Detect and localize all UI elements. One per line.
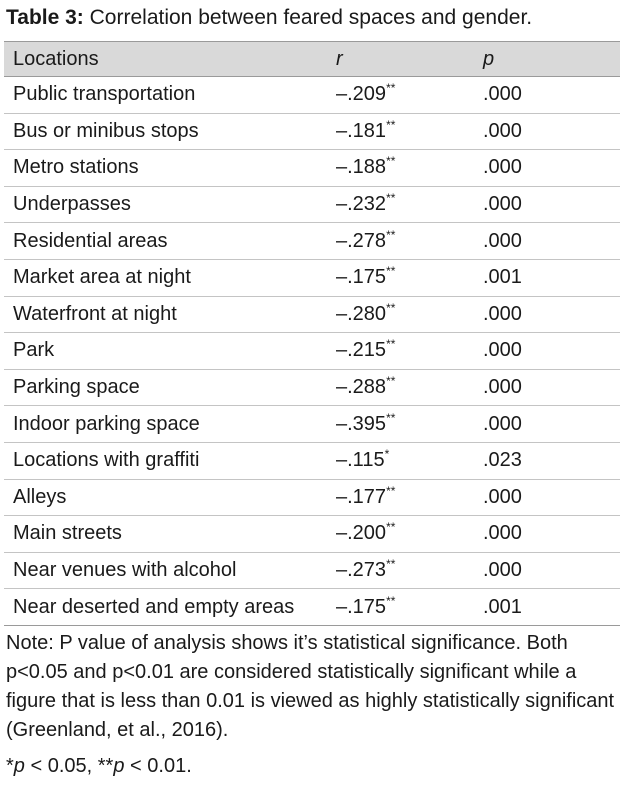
header-p: p bbox=[483, 47, 495, 70]
p-cell: .000 bbox=[483, 339, 522, 362]
r-cell bbox=[327, 296, 474, 333]
r-cell bbox=[327, 77, 474, 114]
location-cell: Underpasses bbox=[13, 193, 131, 216]
table-row bbox=[4, 77, 620, 114]
location-cell: Waterfront at night bbox=[13, 302, 177, 325]
table-row bbox=[4, 369, 620, 406]
r-value: –.232 bbox=[336, 193, 387, 216]
table-row bbox=[4, 552, 620, 589]
header-r: r bbox=[336, 47, 343, 70]
significance-marker: ** bbox=[386, 593, 396, 608]
table-row bbox=[4, 516, 620, 553]
r-value: –.200 bbox=[336, 522, 387, 545]
significance-marker: ** bbox=[386, 410, 396, 425]
footnote-star-double: ** bbox=[97, 755, 114, 777]
r-cell bbox=[327, 113, 474, 150]
r-cell bbox=[327, 479, 474, 516]
p-cell: .000 bbox=[483, 522, 522, 545]
r-value: –.115 bbox=[336, 449, 385, 472]
table-body bbox=[4, 77, 620, 626]
p-cell: .001 bbox=[483, 595, 522, 618]
location-cell: Metro stations bbox=[13, 156, 139, 179]
header-row bbox=[4, 42, 620, 77]
table-row bbox=[4, 259, 620, 296]
r-cell bbox=[327, 406, 474, 443]
significance-marker: ** bbox=[386, 227, 396, 242]
r-cell bbox=[327, 150, 474, 187]
significance-marker: ** bbox=[386, 191, 396, 206]
table-row bbox=[4, 589, 620, 626]
table-caption-label: Table 3: bbox=[6, 6, 84, 29]
p-cell: .000 bbox=[483, 376, 522, 399]
r-cell bbox=[327, 223, 474, 260]
footnote-threshold-001: < 0.01. bbox=[124, 755, 192, 777]
location-cell: Bus or minibus stops bbox=[13, 119, 199, 142]
p-cell: .000 bbox=[483, 156, 522, 179]
table-header bbox=[4, 42, 620, 77]
footnote-p-single: p bbox=[13, 755, 25, 777]
significance-marker: ** bbox=[386, 520, 396, 535]
table-row bbox=[4, 223, 620, 260]
significance-marker: ** bbox=[386, 374, 396, 389]
footnote-p-double: p bbox=[113, 755, 125, 777]
r-cell bbox=[327, 333, 474, 370]
location-cell: Parking space bbox=[13, 376, 140, 399]
r-value: –.280 bbox=[336, 302, 387, 325]
r-value: –.188 bbox=[336, 156, 387, 179]
r-cell bbox=[327, 186, 474, 223]
location-cell: Main streets bbox=[13, 522, 122, 545]
table-caption-text: Correlation between feared spaces and gender. bbox=[89, 6, 533, 29]
r-cell bbox=[327, 589, 474, 626]
p-cell: .000 bbox=[483, 302, 522, 325]
table-row bbox=[4, 333, 620, 370]
location-cell: Alleys bbox=[13, 485, 67, 508]
location-cell: Near deserted and empty areas bbox=[13, 595, 295, 618]
r-value: –.215 bbox=[336, 339, 387, 362]
r-value: –.288 bbox=[336, 376, 387, 399]
significance-marker: * bbox=[384, 447, 390, 462]
location-cell: Near venues with alcohol bbox=[13, 559, 237, 582]
significance-marker: ** bbox=[386, 154, 396, 169]
location-cell: Park bbox=[13, 339, 55, 362]
correlation-table bbox=[4, 41, 620, 626]
significance-marker: ** bbox=[386, 81, 396, 96]
p-cell: .023 bbox=[483, 449, 522, 472]
footnote-threshold-005: < 0.05, bbox=[24, 755, 98, 777]
r-cell bbox=[327, 442, 474, 479]
r-cell bbox=[327, 552, 474, 589]
table-row bbox=[4, 186, 620, 223]
r-cell bbox=[327, 369, 474, 406]
footnote-star-single: * bbox=[6, 755, 14, 777]
significance-marker: ** bbox=[386, 117, 396, 132]
p-cell: .000 bbox=[483, 229, 522, 252]
table-row bbox=[4, 406, 620, 443]
significance-marker: ** bbox=[386, 300, 396, 315]
r-value: –.181 bbox=[336, 119, 387, 142]
p-cell: .000 bbox=[483, 193, 522, 216]
table-caption bbox=[6, 4, 532, 32]
table-note: Note: P value of analysis shows it’s statistical significance. Both p<0.05 and p<0.01 are considered statistically significant while a figure that is less than 0.01 is viewed as highly statistically significant (Greenland, et al., 2016). bbox=[6, 632, 615, 741]
table-row bbox=[4, 150, 620, 187]
significance-footnote bbox=[6, 752, 192, 781]
table-row bbox=[4, 113, 620, 150]
r-cell bbox=[327, 259, 474, 296]
p-cell: .001 bbox=[483, 266, 522, 289]
p-cell: .000 bbox=[483, 83, 522, 106]
header-locations: Locations bbox=[13, 47, 99, 70]
r-value: –.273 bbox=[336, 559, 387, 582]
r-value: –.395 bbox=[336, 412, 387, 435]
table-row bbox=[4, 296, 620, 333]
table-row bbox=[4, 442, 620, 479]
table-row bbox=[4, 479, 620, 516]
significance-marker: ** bbox=[386, 337, 396, 352]
r-value: –.177 bbox=[336, 485, 387, 508]
p-cell: .000 bbox=[483, 412, 522, 435]
r-value: –.175 bbox=[336, 595, 387, 618]
correlation-table-wrapper bbox=[4, 41, 620, 626]
location-cell: Residential areas bbox=[13, 229, 168, 252]
r-cell bbox=[327, 516, 474, 553]
location-cell: Indoor parking space bbox=[13, 412, 200, 435]
significance-marker: ** bbox=[386, 264, 396, 279]
r-value: –.209 bbox=[336, 83, 387, 106]
r-value: –.175 bbox=[336, 266, 387, 289]
significance-marker: ** bbox=[386, 557, 396, 572]
r-value: –.278 bbox=[336, 229, 387, 252]
location-cell: Locations with graffiti bbox=[13, 449, 200, 472]
p-cell: .000 bbox=[483, 119, 522, 142]
p-cell: .000 bbox=[483, 485, 522, 508]
location-cell: Public transportation bbox=[13, 83, 196, 106]
significance-marker: ** bbox=[386, 483, 396, 498]
p-cell: .000 bbox=[483, 559, 522, 582]
location-cell: Market area at night bbox=[13, 266, 191, 289]
